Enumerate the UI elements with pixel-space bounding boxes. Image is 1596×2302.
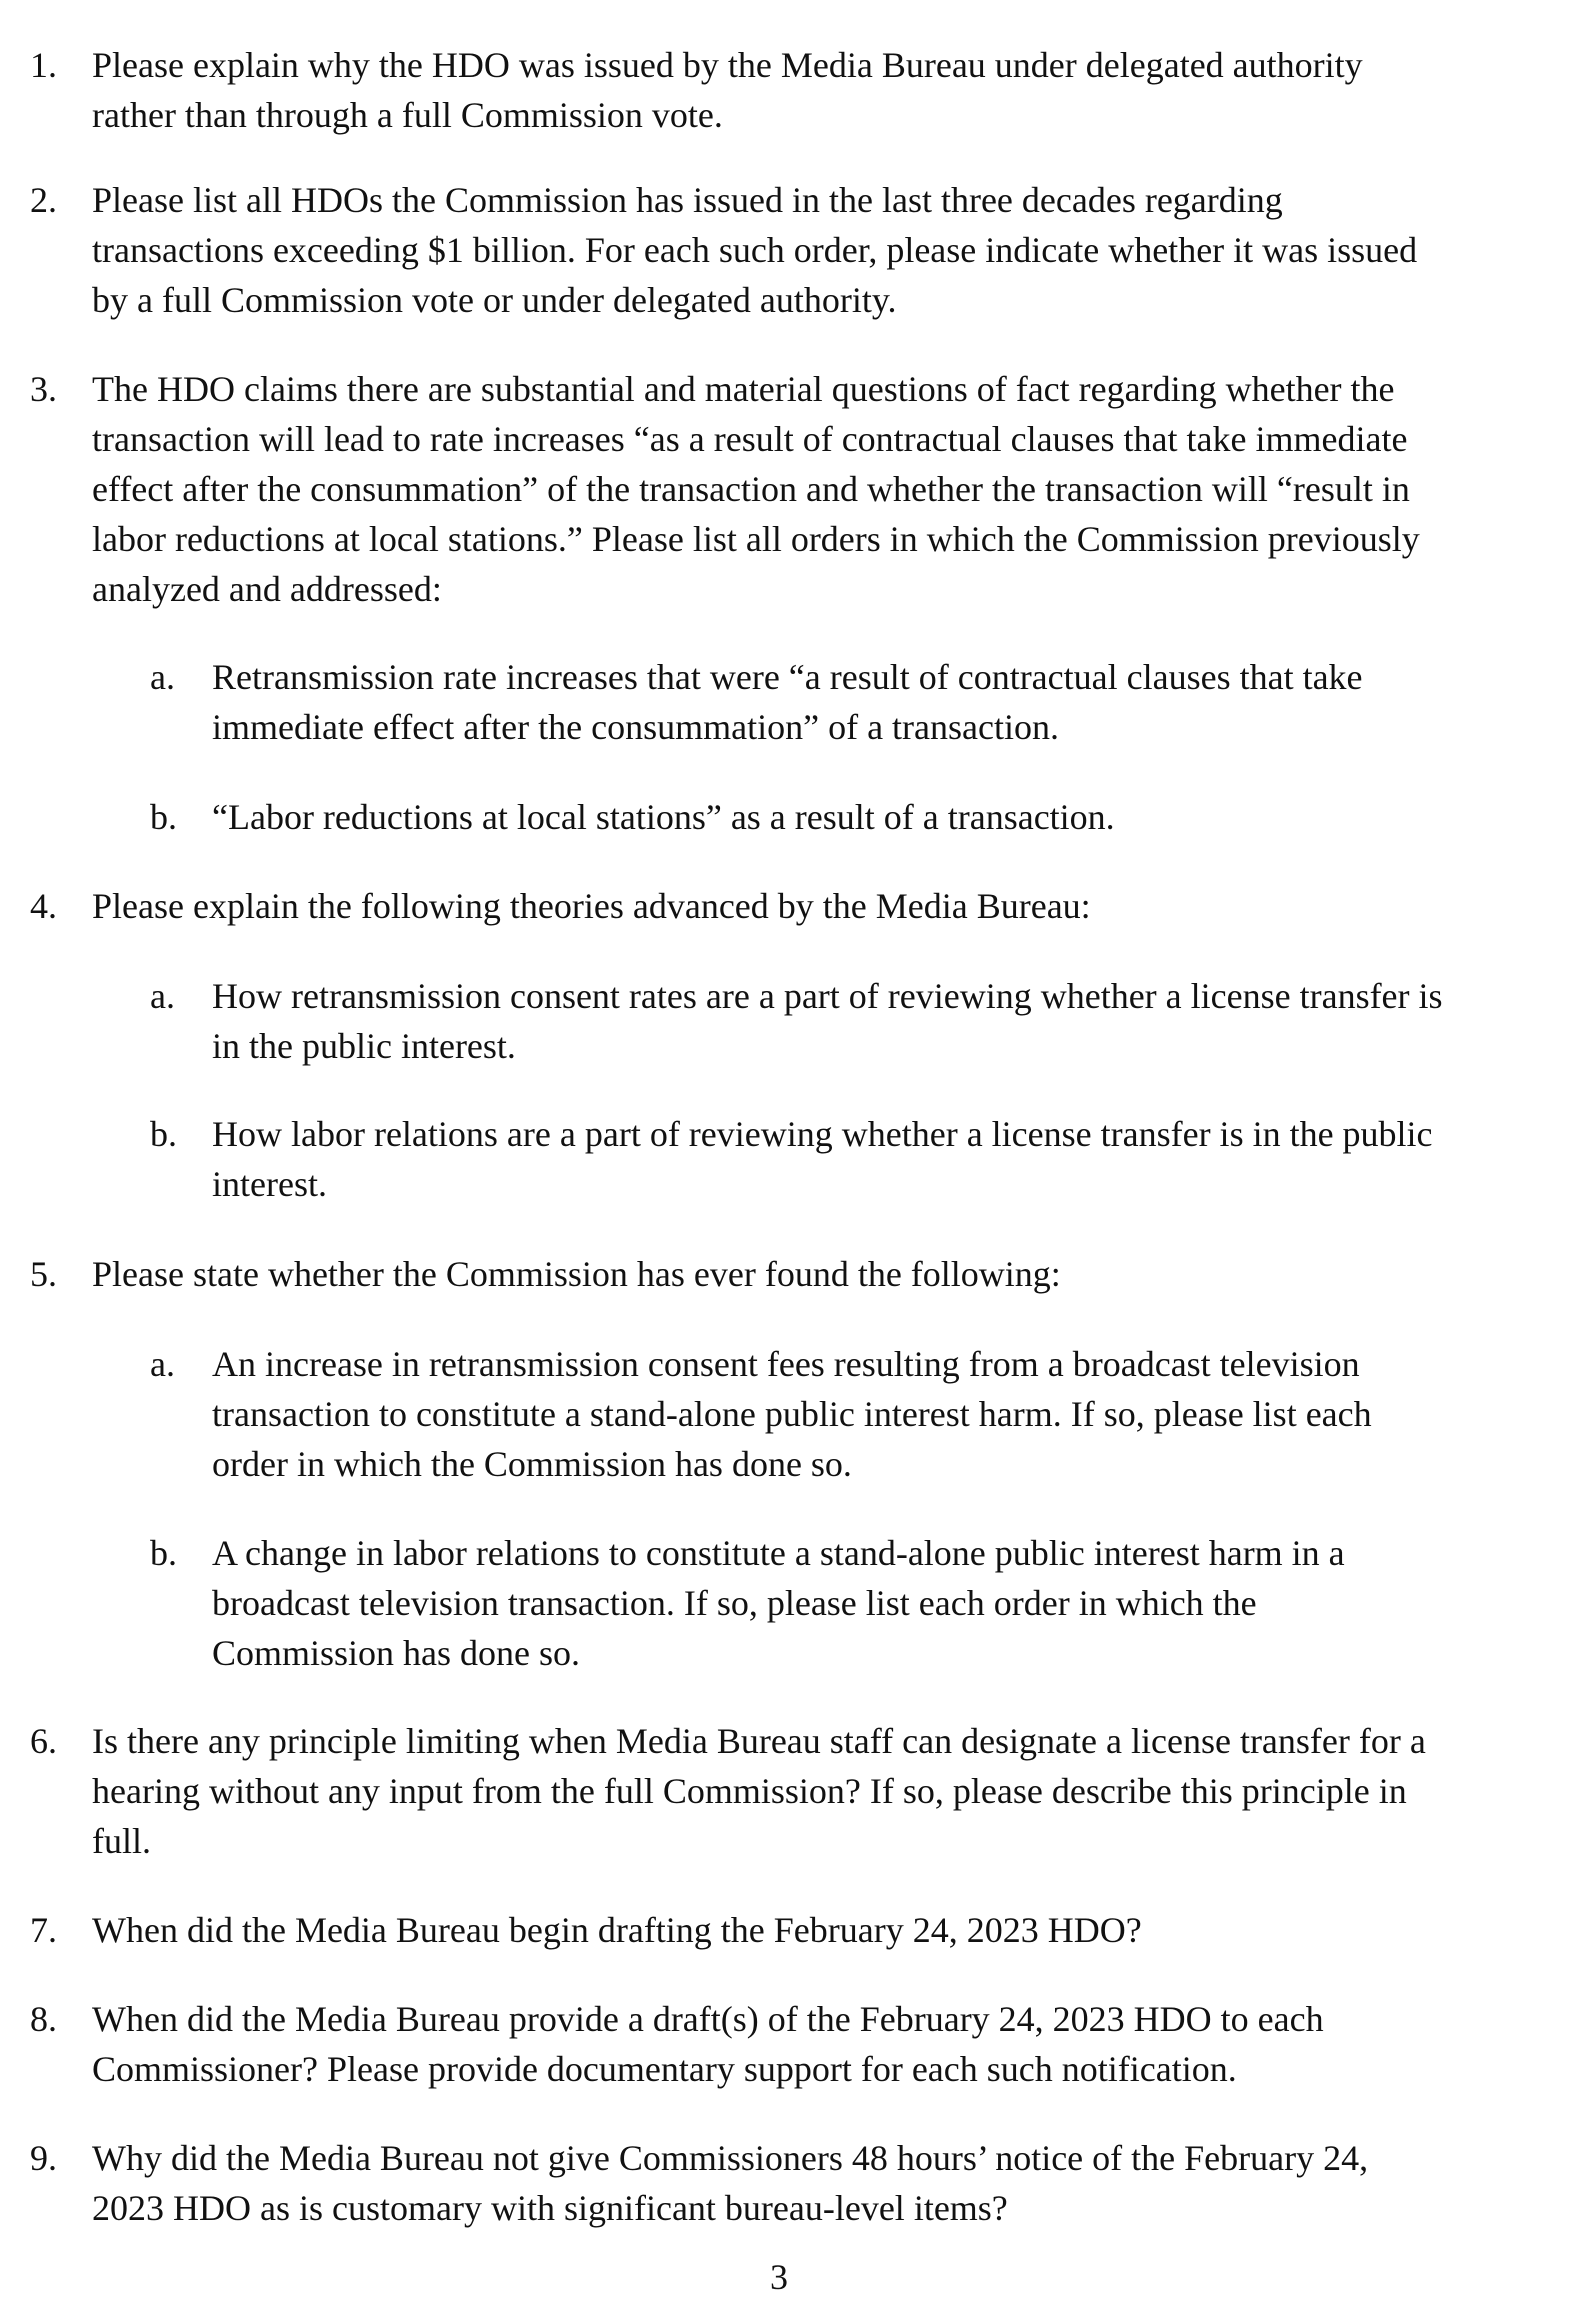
question-number: 6. [30, 1721, 57, 1761]
text-line: by a full Commission vote or under delegated authority. [92, 280, 897, 320]
question-number: 1. [30, 45, 57, 85]
question-number: 3. [30, 369, 57, 409]
question-number: 5. [30, 1254, 57, 1294]
sub-letter: a. [150, 1344, 175, 1384]
text-line: transaction will lead to rate increases “as a result of contractual clauses that take immediate [92, 419, 1408, 459]
sub-letter: a. [150, 657, 175, 697]
text-line: transactions exceeding $1 billion. For each such order, please indicate whether it was issued [92, 230, 1418, 270]
page-number: 3 [770, 2257, 788, 2297]
text-line: Is there any principle limiting when Media Bureau staff can designate a license transfer for a [92, 1721, 1426, 1761]
sub-letter: b. [150, 797, 177, 837]
sub-letter: b. [150, 1114, 177, 1154]
question-number: 2. [30, 180, 57, 220]
text-line: Please explain the following theories advanced by the Media Bureau: [92, 886, 1091, 926]
sub-text [212, 652, 1596, 752]
question-text [92, 175, 1596, 325]
text-line: order in which the Commission has done so. [212, 1444, 852, 1484]
question-text [92, 2133, 1596, 2233]
question-number: 4. [30, 886, 57, 926]
question-text [92, 881, 1596, 931]
question-number: 8. [30, 1999, 57, 2039]
question-text [92, 364, 1596, 614]
sub-letter: b. [150, 1533, 177, 1573]
text-line: Please state whether the Commission has ever found the following: [92, 1254, 1061, 1294]
text-line: When did the Media Bureau begin drafting the February 24, 2023 HDO? [92, 1910, 1142, 1950]
text-line: full. [92, 1821, 151, 1861]
text-line: Please list all HDOs the Commission has issued in the last three decades regarding [92, 180, 1283, 220]
text-line: Please explain why the HDO was issued by the Media Bureau under delegated authority [92, 45, 1363, 85]
question-number: 7. [30, 1910, 57, 1950]
text-line: immediate effect after the consummation” of a transaction. [212, 707, 1059, 747]
text-line: Retransmission rate increases that were “a result of contractual clauses that take [212, 657, 1363, 697]
text-line: analyzed and addressed: [92, 569, 442, 609]
text-line: Why did the Media Bureau not give Commissioners 48 hours’ notice of the February 24, [92, 2138, 1369, 2178]
text-line: When did the Media Bureau provide a draft(s) of the February 24, 2023 HDO to each [92, 1999, 1324, 2039]
question-text [92, 1994, 1596, 2094]
text-line: effect after the consummation” of the transaction and whether the transaction will “result in [92, 469, 1410, 509]
text-line: labor reductions at local stations.” Please list all orders in which the Commission previously [92, 519, 1420, 559]
text-line: interest. [212, 1164, 327, 1204]
text-line: “Labor reductions at local stations” as a result of a transaction. [212, 797, 1115, 837]
text-line: rather than through a full Commission vote. [92, 95, 723, 135]
text-line: Commissioner? Please provide documentary support for each such notification. [92, 2049, 1237, 2089]
text-line: The HDO claims there are substantial and material questions of fact regarding whether the [92, 369, 1395, 409]
sub-text [212, 1109, 1596, 1209]
sub-text [212, 1528, 1596, 1678]
sub-text [212, 1339, 1596, 1489]
text-line: How labor relations are a part of reviewing whether a license transfer is in the public [212, 1114, 1433, 1154]
question-text [92, 1905, 1596, 1955]
question-text [92, 1249, 1596, 1299]
text-line: Commission has done so. [212, 1633, 581, 1673]
text-line: broadcast television transaction. If so, please list each order in which the [212, 1583, 1257, 1623]
text-line: in the public interest. [212, 1026, 516, 1066]
text-line: 2023 HDO as is customary with significant bureau-level items? [92, 2188, 1008, 2228]
text-line: An increase in retransmission consent fees resulting from a broadcast television [212, 1344, 1360, 1384]
sub-text [212, 971, 1596, 1071]
sub-text [212, 792, 1596, 842]
text-line: hearing without any input from the full Commission? If so, please describe this principle in [92, 1771, 1407, 1811]
text-line: A change in labor relations to constitute a stand-alone public interest harm in a [212, 1533, 1345, 1573]
text-line: How retransmission consent rates are a part of reviewing whether a license transfer is [212, 976, 1443, 1016]
question-number: 9. [30, 2138, 57, 2178]
question-text [92, 40, 1596, 140]
question-text [92, 1716, 1596, 1866]
text-line: transaction to constitute a stand-alone public interest harm. If so, please list each [212, 1394, 1372, 1434]
sub-letter: a. [150, 976, 175, 1016]
